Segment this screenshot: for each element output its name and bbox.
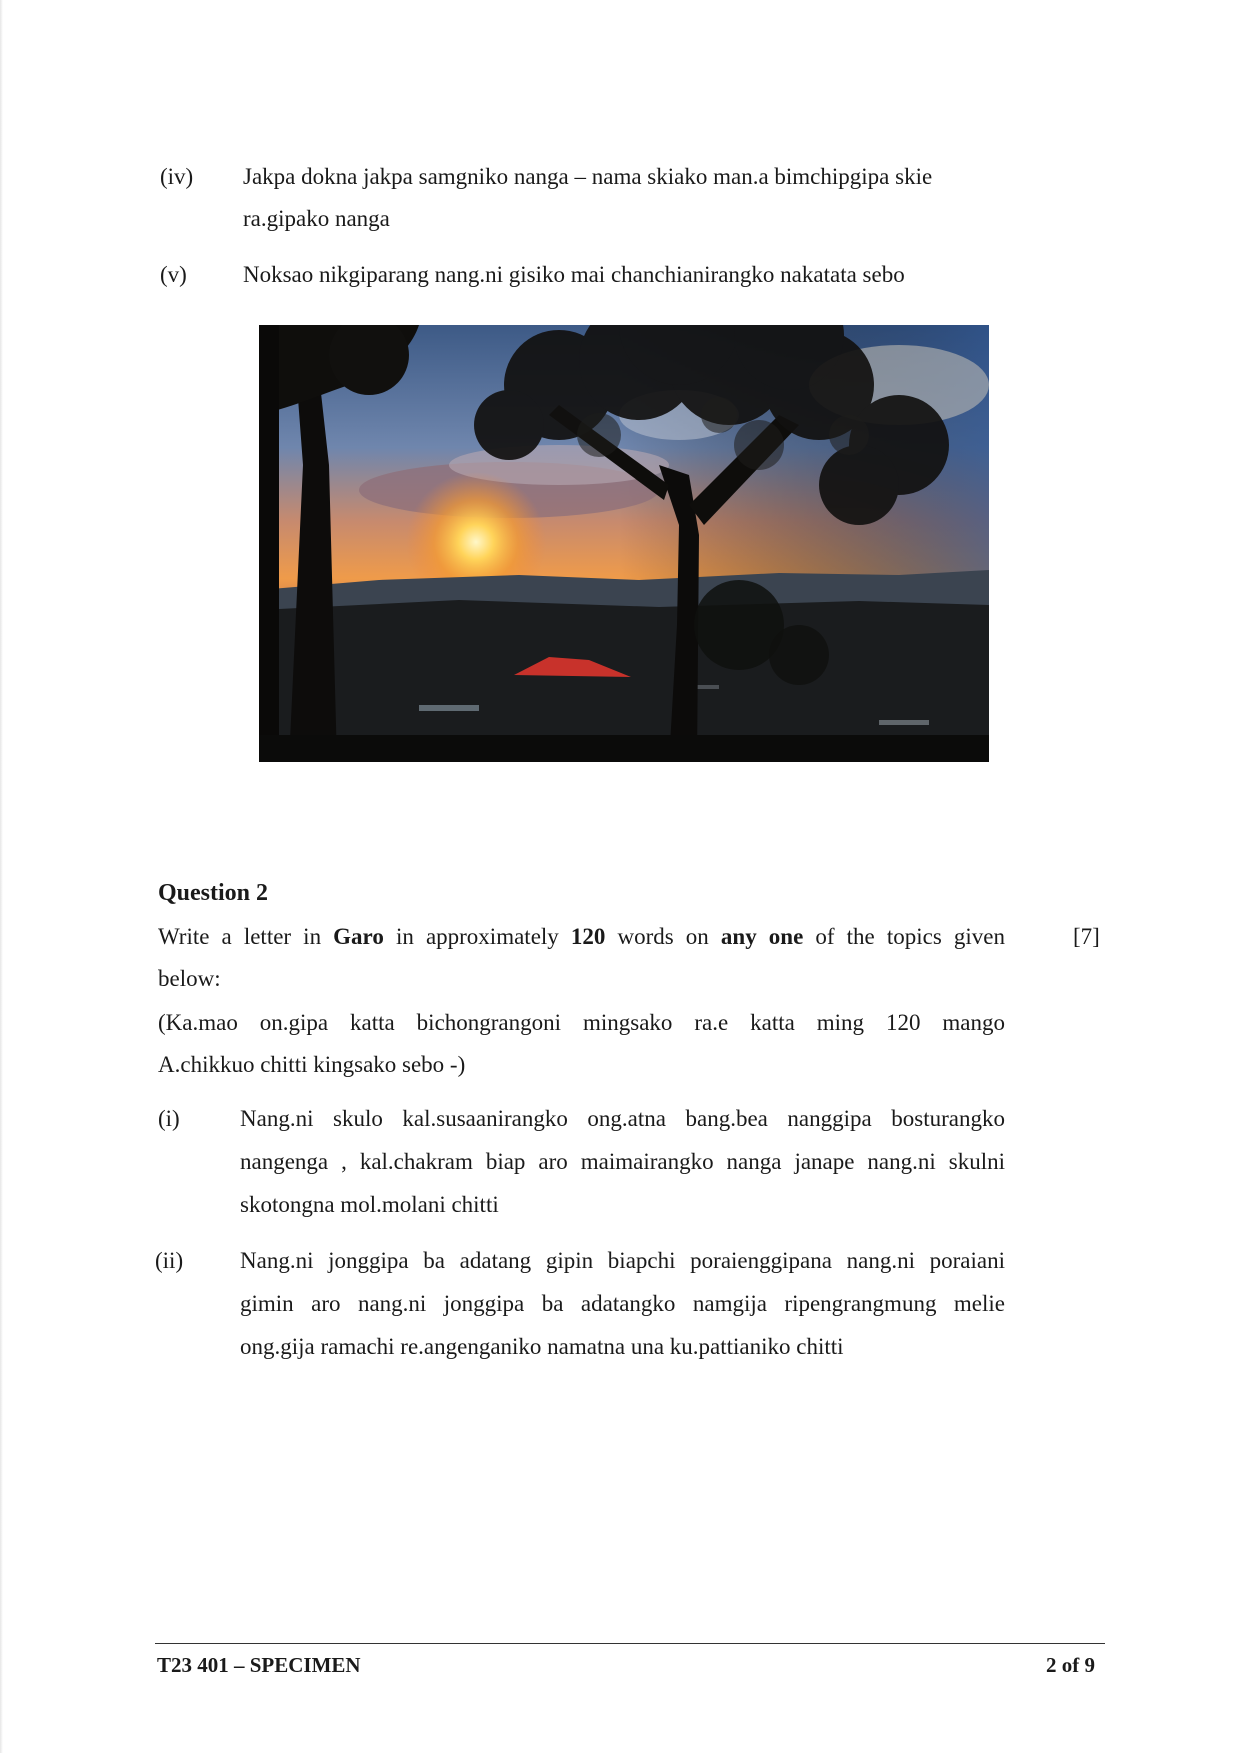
item-number-v: (v) — [160, 262, 187, 287]
topic-ii-line-1: Nang.ni jonggipa ba adatang gipin biapchi poraienggipana nang.ni poraiani — [240, 1248, 1005, 1273]
garo-instruction-line-1: (Ka.mao on.gipa katta bichongrangoni mingsako ra.e katta ming 120 mango — [158, 1010, 1005, 1035]
instruction-part-4: of the topics given — [803, 924, 1005, 949]
marks-label: [7] — [1073, 924, 1100, 949]
item-iv-line-2: ra.gipako nanga — [243, 206, 390, 231]
page-edge — [0, 0, 3, 1753]
topic-ii-line-3: ong.gija ramachi re.angenganiko namatna una ku.pattianiko chitti — [240, 1334, 844, 1359]
item-number-iv: (iv) — [160, 164, 194, 189]
topic-i-line-2: nangenga , kal.chakram biap aro maimairangko nanga janape nang.ni skulni — [240, 1149, 1005, 1174]
footer-rule — [155, 1643, 1105, 1644]
topic-number-ii: (ii) — [155, 1248, 184, 1273]
instruction-language: Garo — [333, 924, 384, 949]
topic-ii-line-2: gimin aro nang.ni jonggipa ba adatangko namgija ripengrangmung melie — [240, 1291, 1005, 1316]
instruction-part-2: in approximately — [383, 924, 571, 949]
instruction-word-count: 120 — [570, 924, 606, 949]
topic-i-line-3: skotongna mol.molani chitti — [240, 1192, 499, 1217]
instruction-part-1: Write a letter in — [158, 924, 334, 949]
sunset-photograph — [259, 325, 989, 762]
question-instruction-line-2: below: — [158, 966, 221, 991]
item-iv-line-1: Jakpa dokna jakpa samgniko nanga – nama skiako man.a bimchipgipa skie — [243, 164, 933, 189]
topic-number-i: (i) — [158, 1106, 180, 1131]
footer-paper-code: T23 401 – SPECIMEN — [157, 1653, 361, 1677]
footer-page-number: 2 of 9 — [1046, 1653, 1095, 1677]
instruction-part-3: words on — [605, 924, 721, 949]
item-v-line-1: Noksao nikgiparang nang.ni gisiko mai chanchianirangko nakatata sebo — [243, 262, 905, 287]
topic-i-line-1: Nang.ni skulo kal.susaanirangko ong.atna bang.bea nanggipa bosturangko — [240, 1106, 1005, 1131]
question-title: Question 2 — [158, 880, 269, 906]
instruction-any-one: any one — [720, 924, 804, 949]
question-instruction-line-1 — [158, 915, 1005, 958]
garo-instruction-line-2: A.chikkuo chitti kingsako sebo -) — [158, 1052, 466, 1077]
